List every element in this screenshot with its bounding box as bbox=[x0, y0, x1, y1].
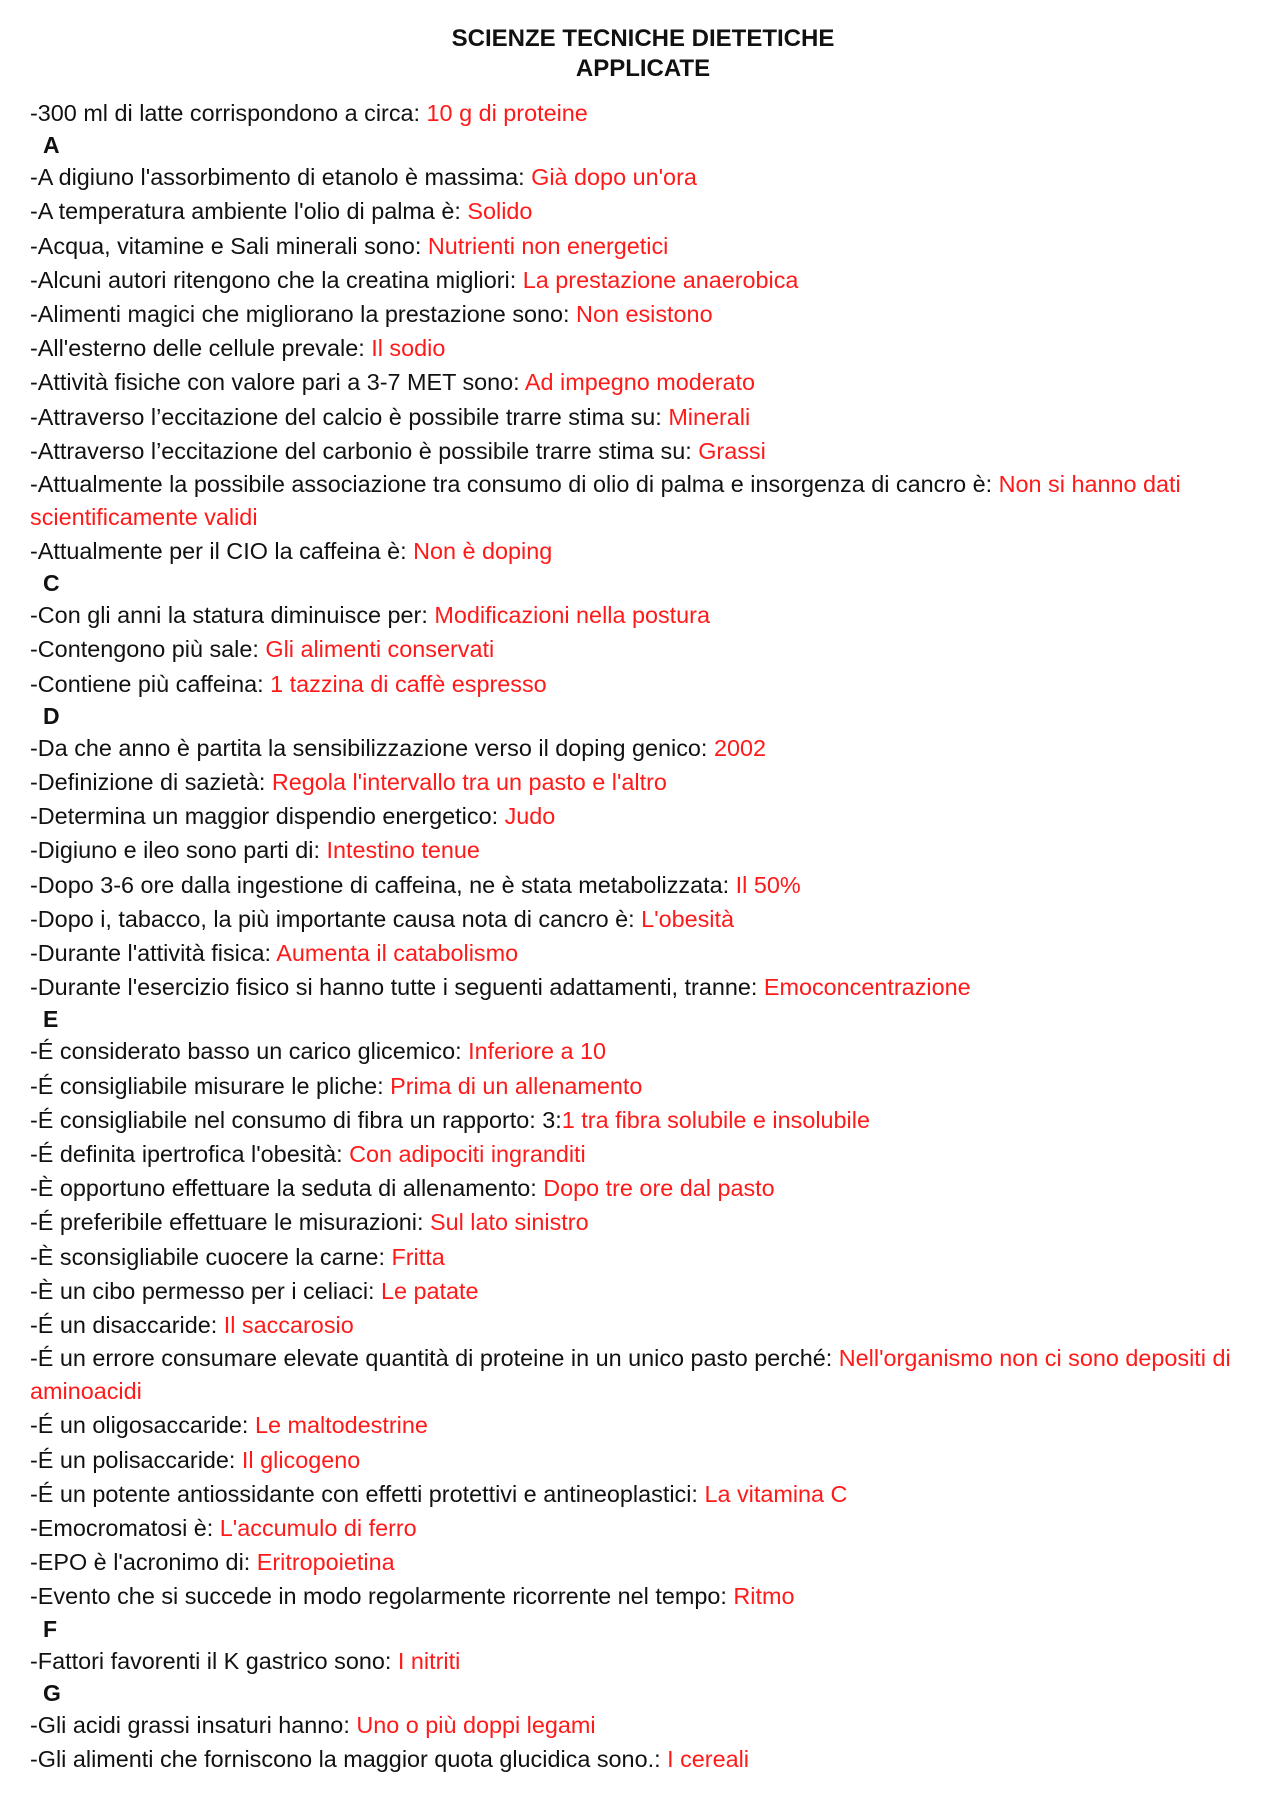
qa-item bbox=[30, 1742, 1256, 1776]
answer-text: Solido bbox=[467, 198, 533, 225]
qa-item bbox=[30, 1511, 1256, 1545]
qa-item bbox=[30, 160, 1256, 194]
question-text: -Dopo i, tabacco, la più importante causa nota di cancro è: bbox=[30, 905, 642, 932]
qa-item bbox=[30, 1069, 1256, 1103]
question-text: -È sconsigliabile cuocere la carne: bbox=[30, 1243, 392, 1270]
qa-item bbox=[30, 1205, 1256, 1239]
qa-item bbox=[30, 667, 1256, 701]
question-text: -É un oligosaccaride: bbox=[30, 1412, 255, 1439]
answer-text: Già dopo un'ora bbox=[531, 164, 697, 191]
question-text: -Con gli anni la statura diminuisce per: bbox=[30, 602, 435, 629]
question-text: -300 ml di latte corrispondono a circa: bbox=[30, 100, 427, 126]
qa-item bbox=[30, 1644, 1256, 1678]
qa-item bbox=[30, 468, 1256, 534]
qa-item bbox=[30, 1308, 1256, 1342]
qa-item bbox=[30, 229, 1256, 263]
answer-text: Grassi bbox=[698, 437, 766, 464]
qa-item bbox=[30, 297, 1256, 331]
section-letter: C bbox=[43, 570, 60, 597]
question-text: -Durante l'attività fisica: bbox=[30, 940, 277, 967]
answer-text: Il glicogeno bbox=[241, 1446, 361, 1473]
answer-text: Non esistono bbox=[576, 301, 713, 328]
question-text: -Gli acidi grassi insaturi hanno: bbox=[30, 1711, 357, 1738]
qa-item bbox=[30, 1579, 1256, 1613]
question-text: -Attualmente la possibile associazione tra consumo di olio di palma e insorgenza di cancro è: bbox=[30, 471, 999, 498]
answer-text: Il 50% bbox=[735, 871, 801, 898]
question-text: -È opportuno effettuare la seduta di allenamento: bbox=[30, 1175, 544, 1202]
question-text: -É consigliabile misurare le pliche: bbox=[30, 1072, 391, 1099]
answer-text: Le patate bbox=[381, 1277, 479, 1304]
answer-text: Regola l'intervallo tra un pasto e l'altro bbox=[271, 769, 667, 796]
document-page bbox=[30, 24, 1256, 1776]
question-text: -É un errore consumare elevate quantità di proteine in un unico pasto perché: bbox=[30, 1345, 839, 1372]
answer-text: Nell'organismo non ci sono depositi di aminoacidi bbox=[30, 1345, 1231, 1405]
question-text: -Fattori favorenti il K gastrico sono: bbox=[30, 1647, 398, 1674]
section-letter: A bbox=[43, 132, 60, 159]
answer-text: Il saccarosio bbox=[223, 1312, 354, 1339]
qa-item bbox=[30, 970, 1256, 1004]
question-text: -Durante l'esercizio fisico si hanno tutte i seguenti adattamenti, tranne: bbox=[30, 974, 764, 1001]
question-text: -Alimenti magici che migliorano la prestazione sono: bbox=[30, 301, 577, 328]
question-text: -A temperatura ambiente l'olio di palma è: bbox=[30, 198, 468, 225]
question-text: -Attraverso l’eccitazione del carbonio è possibile trarre stima su: bbox=[30, 437, 699, 464]
qa-item bbox=[30, 365, 1256, 399]
answer-text: Intestino tenue bbox=[326, 837, 480, 864]
answer-text: Dopo tre ore dal pasto bbox=[543, 1175, 775, 1202]
answer-text: L'accumulo di ferro bbox=[219, 1514, 417, 1541]
answer-text: 1 tazzina di caffè espresso bbox=[270, 670, 547, 697]
question-text: -Contiene più caffeina: bbox=[30, 670, 271, 697]
answer-text: Inferiore a 10 bbox=[468, 1038, 606, 1065]
title-line: APPLICATE bbox=[575, 55, 711, 82]
answer-text: Emoconcentrazione bbox=[763, 974, 971, 1001]
qa-item bbox=[30, 400, 1256, 434]
answer-text: Prima di un allenamento bbox=[390, 1072, 643, 1099]
answer-text: Non è doping bbox=[413, 538, 553, 565]
answer-text: La vitamina C bbox=[704, 1480, 848, 1507]
question-text: -Attività fisiche con valore pari a 3-7 MET sono: bbox=[30, 369, 525, 396]
question-text: -Attraverso l’eccitazione del calcio è possibile trarre stima su: bbox=[30, 403, 669, 430]
qa-item bbox=[30, 1342, 1256, 1408]
answer-text: Fritta bbox=[391, 1243, 445, 1270]
section-letter: F bbox=[43, 1615, 58, 1642]
section-letter: D bbox=[43, 702, 60, 729]
answer-text: Il sodio bbox=[371, 335, 446, 362]
qa-item bbox=[30, 331, 1256, 365]
qa-item bbox=[30, 1137, 1256, 1171]
question-text: -Alcuni autori ritengono che la creatina migliori: bbox=[30, 266, 523, 293]
question-text: -Emocromatosi è: bbox=[30, 1514, 220, 1541]
question-text: -Determina un maggior dispendio energetico: bbox=[30, 803, 505, 830]
answer-text: Aumenta il catabolismo bbox=[276, 940, 519, 967]
qa-item bbox=[30, 936, 1256, 970]
answer-text: Ad impegno moderato bbox=[524, 369, 756, 396]
qa-item bbox=[30, 263, 1256, 297]
question-text: -Attualmente per il CIO la caffeina è: bbox=[30, 538, 414, 565]
question-text: -Evento che si succede in modo regolarmente ricorrente nel tempo: bbox=[30, 1583, 734, 1610]
question-text: -Dopo 3-6 ore dalla ingestione di caffeina, ne è stata metabolizzata: bbox=[30, 871, 736, 898]
qa-item bbox=[30, 598, 1256, 632]
qa-item bbox=[30, 534, 1256, 568]
question-text: -É considerato basso un carico glicemico: bbox=[30, 1038, 469, 1065]
answer-text: Con adipociti ingranditi bbox=[349, 1141, 586, 1168]
question-text: -A digiuno l'assorbimento di etanolo è massima: bbox=[30, 164, 532, 191]
answer-text: Gli alimenti conservati bbox=[265, 636, 495, 663]
question-text: -Digiuno e ileo sono parti di: bbox=[30, 837, 327, 864]
question-text: -Acqua, vitamine e Sali minerali sono: bbox=[30, 232, 428, 259]
section-letter: G bbox=[43, 1679, 61, 1706]
qa-list bbox=[30, 96, 1256, 1776]
answer-text: Ritmo bbox=[733, 1583, 795, 1610]
answer-text: Minerali bbox=[668, 403, 751, 430]
qa-item bbox=[30, 1708, 1256, 1742]
answer-text: Nutrienti non energetici bbox=[427, 232, 669, 259]
question-text: -Da che anno è partita la sensibilizzazione verso il doping genico: bbox=[30, 734, 714, 761]
qa-item bbox=[30, 868, 1256, 902]
title-line: SCIENZE TECNICHE DIETETICHE bbox=[451, 25, 835, 52]
qa-item bbox=[30, 96, 1256, 130]
qa-item bbox=[30, 1274, 1256, 1308]
qa-item bbox=[30, 833, 1256, 867]
question-text: -É un polisaccaride: bbox=[30, 1446, 242, 1473]
question-text: -È un cibo permesso per i celiaci: bbox=[30, 1277, 382, 1304]
question-text: -É definita ipertrofica l'obesità: bbox=[30, 1141, 350, 1168]
question-text: -Contengono più sale: bbox=[30, 636, 266, 663]
question-text: -É un disaccaride: bbox=[30, 1312, 224, 1339]
qa-item bbox=[30, 1408, 1256, 1442]
answer-text: L'obesità bbox=[641, 905, 735, 932]
qa-item bbox=[30, 902, 1256, 936]
answer-text: Sul lato sinistro bbox=[430, 1209, 589, 1236]
qa-item bbox=[30, 434, 1256, 468]
qa-item bbox=[30, 1477, 1256, 1511]
answer-text: Modificazioni nella postura bbox=[434, 602, 710, 629]
question-text: -All'esterno delle cellule prevale: bbox=[30, 335, 372, 362]
answer-text: Eritropoietina bbox=[256, 1549, 395, 1576]
answer-text: I cereali bbox=[667, 1745, 749, 1772]
answer-text: 10 g di proteine bbox=[426, 100, 588, 126]
answer-text: Le maltodestrine bbox=[254, 1412, 428, 1439]
question-text: -É consigliabile nel consumo di fibra un rapporto: 3: bbox=[30, 1106, 562, 1133]
qa-item bbox=[30, 194, 1256, 228]
answer-text: Uno o più doppi legami bbox=[356, 1711, 596, 1738]
answer-text: Judo bbox=[504, 803, 556, 830]
qa-item bbox=[30, 765, 1256, 799]
qa-item bbox=[30, 1443, 1256, 1477]
answer-text: Non si hanno dati scientificamente validi bbox=[30, 471, 1181, 531]
page-title bbox=[30, 24, 1256, 84]
section-letter: E bbox=[43, 1006, 59, 1033]
answer-text: I nitriti bbox=[397, 1647, 461, 1674]
answer-text: 2002 bbox=[713, 734, 766, 761]
qa-item bbox=[30, 632, 1256, 666]
question-text: -EPO è l'acronimo di: bbox=[30, 1549, 257, 1576]
question-text: -Definizione di sazietà: bbox=[30, 769, 272, 796]
qa-item bbox=[30, 1240, 1256, 1274]
qa-item bbox=[30, 1545, 1256, 1579]
question-text: -É un potente antiossidante con effetti protettivi e antineoplastici: bbox=[30, 1480, 705, 1507]
question-text: -É preferibile effettuare le misurazioni: bbox=[30, 1209, 430, 1236]
answer-text: 1 tra fibra solubile e insolubile bbox=[561, 1106, 870, 1133]
qa-item bbox=[30, 1171, 1256, 1205]
answer-text: La prestazione anaerobica bbox=[522, 266, 799, 293]
qa-item bbox=[30, 731, 1256, 765]
question-text: -Gli alimenti che forniscono la maggior quota glucidica sono.: bbox=[30, 1745, 668, 1772]
qa-item bbox=[30, 1034, 1256, 1068]
qa-item bbox=[30, 1103, 1256, 1137]
qa-item bbox=[30, 799, 1256, 833]
